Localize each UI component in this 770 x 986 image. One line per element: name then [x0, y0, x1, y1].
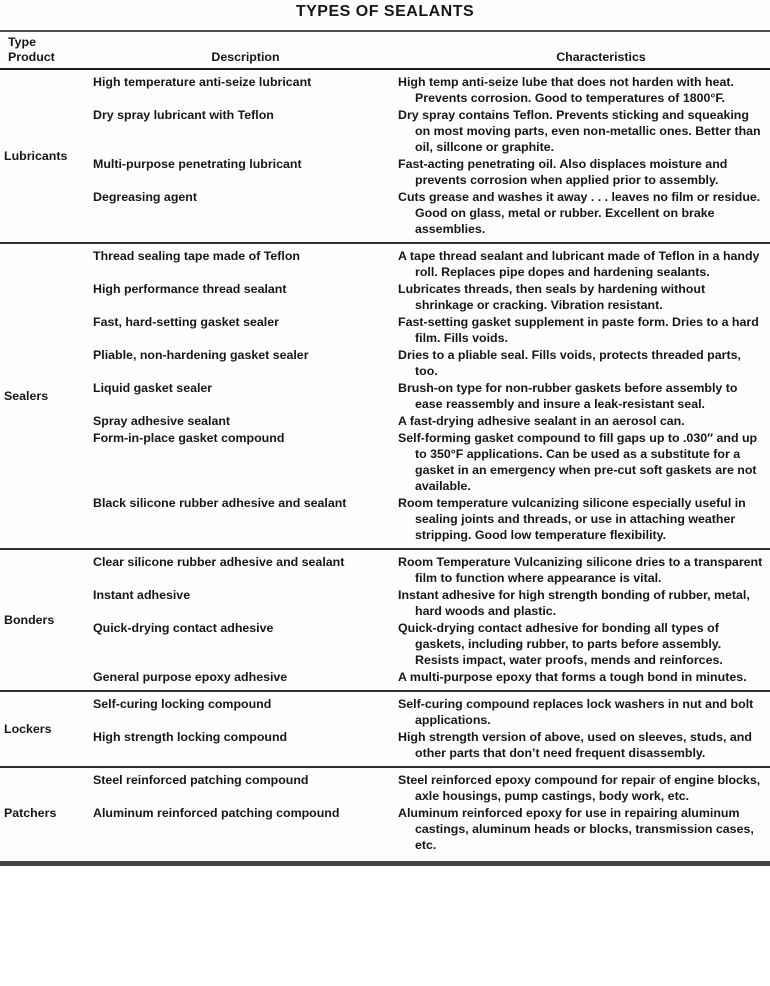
group-sealers: [0, 242, 770, 548]
description-cell: High performance thread sealant: [93, 282, 287, 296]
description-cell: Degreasing agent: [93, 190, 197, 204]
description-cell: Instant adhesive: [93, 588, 191, 602]
characteristics-cell: Dries to a pliable seal. Fills voids, protects threaded parts, too.: [398, 348, 741, 378]
characteristics-cell: Self-forming gasket compound to fill gaps up to .030″ and up to 350°F applications. Can be used as a substitute for a gasket in an emergency when pre-cut soft gaskets are not available.: [398, 431, 758, 493]
header-type-line: Type: [8, 35, 36, 49]
characteristics-cell: A multi-purpose epoxy that forms a tough bond in minutes.: [398, 670, 747, 684]
characteristics-cell: Fast-setting gasket supplement in paste form. Dries to a hard film. Fills voids.: [398, 315, 759, 345]
characteristics-cell: A tape thread sealant and lubricant made of Teflon in a handy roll. Replaces pipe dopes and hardening sealants.: [398, 249, 760, 279]
characteristics-cell: High temp anti-seize lube that does not harden with heat. Prevents corrosion. Good to temperatures of 1800°F.: [398, 75, 734, 105]
table-row: [93, 189, 770, 237]
table-row: [93, 696, 770, 728]
header-characteristics: Characteristics: [556, 50, 646, 64]
description-cell: High temperature anti-seize lubricant: [93, 75, 312, 89]
table-row: [93, 620, 770, 668]
characteristics-cell: Aluminum reinforced epoxy for use in repairing aluminum castings, aluminum heads or blocks, transmission cases, etc.: [398, 806, 754, 852]
table-row: [93, 587, 770, 619]
bottom-rule: [0, 861, 770, 866]
table-row: [93, 281, 770, 313]
table-row: [93, 669, 770, 685]
header-product-line: Product: [8, 50, 55, 64]
description-cell: Self-curing locking compound: [93, 697, 272, 711]
characteristics-cell: Steel reinforced epoxy compound for repair of engine blocks, axle housings, pump castings, body work, etc.: [398, 773, 761, 803]
description-cell: Spray adhesive sealant: [93, 414, 231, 428]
group-label: Patchers: [4, 805, 57, 820]
table-row: [93, 413, 770, 429]
characteristics-cell: Room temperature vulcanizing silicone especially useful in sealing joints and threads, or use in attaching weather stripping. Good low temperature flexibility.: [398, 496, 746, 542]
characteristics-cell: Brush-on type for non-rubber gaskets before assembly to ease reassembly and insure a leak-resistant seal.: [398, 381, 738, 411]
description-cell: General purpose epoxy adhesive: [93, 670, 288, 684]
table-row: [93, 347, 770, 379]
group-label: Bonders: [4, 612, 55, 627]
description-cell: High strength locking compound: [93, 730, 288, 744]
characteristics-cell: Self-curing compound replaces lock washers in nut and bolt applications.: [398, 697, 754, 727]
group-bonders: [0, 548, 770, 690]
header-type-product: [0, 35, 93, 65]
description-cell: Dry spray lubricant with Teflon: [93, 108, 274, 122]
characteristics-cell: Quick-drying contact adhesive for bonding all types of gaskets, including rubber, to parts before assembly. Resists impact, water proofs, mends and reinforces.: [398, 621, 723, 667]
description-cell: Thread sealing tape made of Teflon: [93, 249, 301, 263]
group-rows: [93, 74, 770, 237]
characteristics-cell: Cuts grease and washes it away . . . leaves no film or residue. Good on glass, metal or rubber. Excellent on brake assemblies.: [398, 190, 761, 236]
description-cell: Quick-drying contact adhesive: [93, 621, 274, 635]
group-lockers: [0, 690, 770, 766]
characteristics-cell: A fast-drying adhesive sealant in an aerosol can.: [398, 414, 685, 428]
group-label: Lockers: [4, 721, 52, 736]
characteristics-cell: Fast-acting penetrating oil. Also displaces moisture and prevents corrosion when applied prior to assembly.: [398, 157, 728, 187]
table-row: [93, 772, 770, 804]
characteristics-cell: Lubricates threads, then seals by hardening without shrinkage or cracking. Vibration resistant.: [398, 282, 706, 312]
description-cell: Pliable, non-hardening gasket sealer: [93, 348, 309, 362]
description-cell: Aluminum reinforced patching compound: [93, 806, 340, 820]
group-rows: [93, 696, 770, 761]
header-description: Description: [211, 50, 280, 64]
group-lubricants: [0, 70, 770, 242]
group-rows: [93, 554, 770, 685]
description-cell: Clear silicone rubber adhesive and sealant: [93, 555, 345, 569]
description-cell: Fast, hard-setting gasket sealer: [93, 315, 279, 329]
table-row: [93, 74, 770, 106]
characteristics-cell: Dry spray contains Teflon. Prevents sticking and squeaking on most moving parts, even non-metallic ones. Better than oil, sillcone or graphite.: [398, 108, 761, 154]
group-rows: [93, 248, 770, 543]
group-patchers: [0, 766, 770, 858]
group-label: Sealers: [4, 388, 49, 403]
table-row: [93, 107, 770, 155]
characteristics-cell: Instant adhesive for high strength bonding of rubber, metal, hard woods and plastic.: [398, 588, 750, 618]
group-rows: [93, 772, 770, 853]
table-header: [0, 32, 770, 68]
table-row: [93, 554, 770, 586]
table-row: [93, 805, 770, 853]
table-row: [93, 380, 770, 412]
description-cell: Black silicone rubber adhesive and sealant: [93, 496, 347, 510]
table-row: [93, 314, 770, 346]
description-cell: Multi-purpose penetrating lubricant: [93, 157, 302, 171]
page-title: TYPES OF SEALANTS: [295, 3, 475, 20]
description-cell: Liquid gasket sealer: [93, 381, 213, 395]
group-label: Lubricants: [4, 148, 68, 163]
table-row: [93, 430, 770, 494]
table-row: [93, 495, 770, 543]
table-row: [93, 248, 770, 280]
table-row: [93, 156, 770, 188]
description-cell: Form-in-place gasket compound: [93, 431, 285, 445]
description-cell: Steel reinforced patching compound: [93, 773, 309, 787]
characteristics-cell: High strength version of above, used on sleeves, studs, and other parts that don’t need frequent disassembly.: [398, 730, 752, 760]
table-row: [93, 729, 770, 761]
characteristics-cell: Room Temperature Vulcanizing silicone dries to a transparent film to function where appearance is vital.: [398, 555, 763, 585]
